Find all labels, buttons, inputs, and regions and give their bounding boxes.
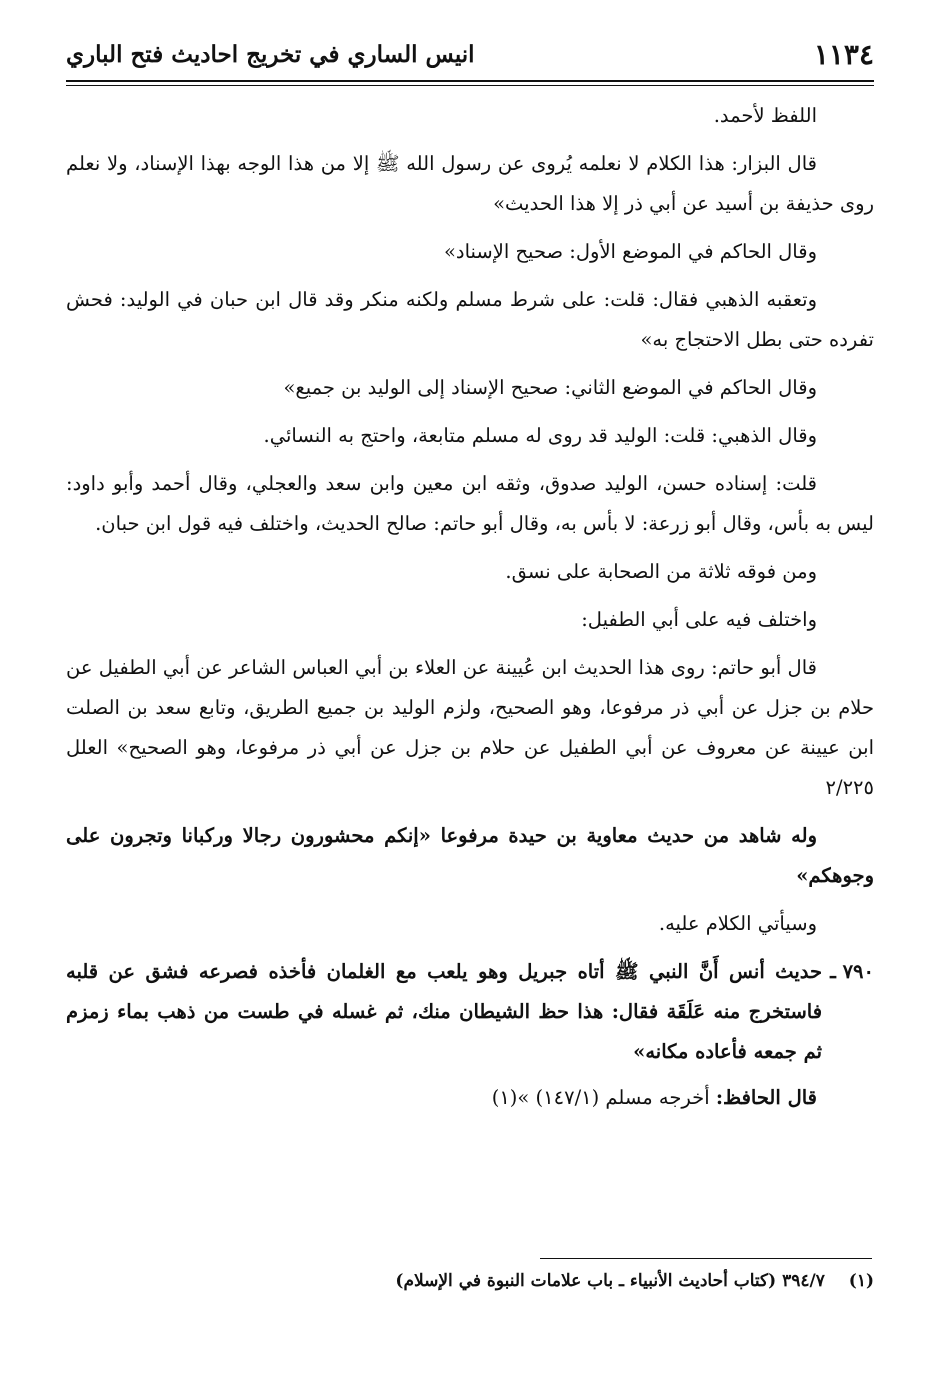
footnote-divider [540, 1258, 872, 1259]
page-number: ١١٣٤ [813, 37, 874, 71]
paragraph: قلت: إسناده حسن، الوليد صدوق، وثقه ابن معين وابن سعد والعجلي، وقال أحمد وأبو داود: ليس به بأس، وقال أبو زرعة: لا بأس به، وقال أبو حاتم: صالح الحديث، واختلف فيه قول ابن حبان. [66, 472, 874, 535]
page-body [66, 96, 874, 1118]
footnote-number: (١) [848, 1271, 874, 1291]
paragraph: وقال الحاكم في الموضع الأول: صحيح الإسناد» [443, 240, 817, 263]
hadith-entry [66, 952, 874, 1072]
paragraph: ومن فوقه ثلاثة من الصحابة على نسق. [505, 560, 817, 583]
paragraph: اللفظ لأحمد. [713, 104, 817, 127]
paragraph: واختلف فيه على أبي الطفيل: [581, 608, 817, 631]
paragraph: قال أبو حاتم: روى هذا الحديث ابن عُيينة عن العلاء بن أبي العباس الشاعر عن أبي الطفيل عن حلام بن جزل عن أبي ذر مرفوعا، وهو الصحيح، ولزم الوليد بن جميع الطريق، وتابع سعد بن الصلت ابن عيينة عن معروف عن أبي الطفيل عن حلام بن جزل عن أبي ذر مرفوعا، وهو الصحيح» العلل ٢/٢٢٥ [66, 656, 874, 799]
footnote-text: ٣٩٤/٧ (كتاب أحاديث الأنبياء ـ باب علامات النبوة في الإسلام) [395, 1271, 825, 1291]
hadith-text: حديث أنس أَنَّ النبي ﷺ أتاه جبريل وهو يلعب مع الغلمان فأخذه فصرعه فشق عن قلبه فاستخرج منه عَلَقَة فقال: هذا حظ الشيطان منك، ثم غسله في طست من ذهب بماء زمزم ثم جمعه فأعاده مكانه» [66, 960, 823, 1063]
page-header [66, 34, 874, 74]
paragraph: قال البزار: هذا الكلام لا نعلمه يُروى عن رسول الله ﷺ إلا من هذا الوجه بهذا الإسناد، ولا نعلم روى حذيفة بن أسيد عن أبي ذر إلا هذا الحديث» [66, 152, 874, 215]
hadith-number: ٧٩٠ ـ [830, 960, 874, 983]
book-title: انيس الساري في تخريج احاديث فتح الباري [66, 40, 475, 68]
hafiz-note [66, 1078, 874, 1118]
paragraph: وقال الذهبي: قلت: الوليد قد روى له مسلم متابعة، واحتج به النسائي. [263, 424, 817, 447]
paragraph-witness: وله شاهد من حديث معاوية بن حيدة مرفوعا «إنكم محشورون رجالا وركبانا وتجرون على وجوهكم» [66, 824, 874, 887]
paragraph: وتعقبه الذهبي فقال: قلت: على شرط مسلم ولكنه منكر وقد قال ابن حبان في الوليد: فحش تفرده حتى بطل الاحتجاج به» [66, 288, 874, 351]
header-divider [66, 80, 874, 86]
hafiz-text: أخرجه مسلم (١٤٧/١) »(١) [491, 1086, 710, 1109]
paragraph: وسيأتي الكلام عليه. [658, 912, 817, 935]
paragraph: وقال الحاكم في الموضع الثاني: صحيح الإسناد إلى الوليد بن جميع» [283, 376, 817, 399]
footnote [66, 1266, 874, 1296]
hafiz-label: قال الحافظ: [715, 1086, 817, 1109]
